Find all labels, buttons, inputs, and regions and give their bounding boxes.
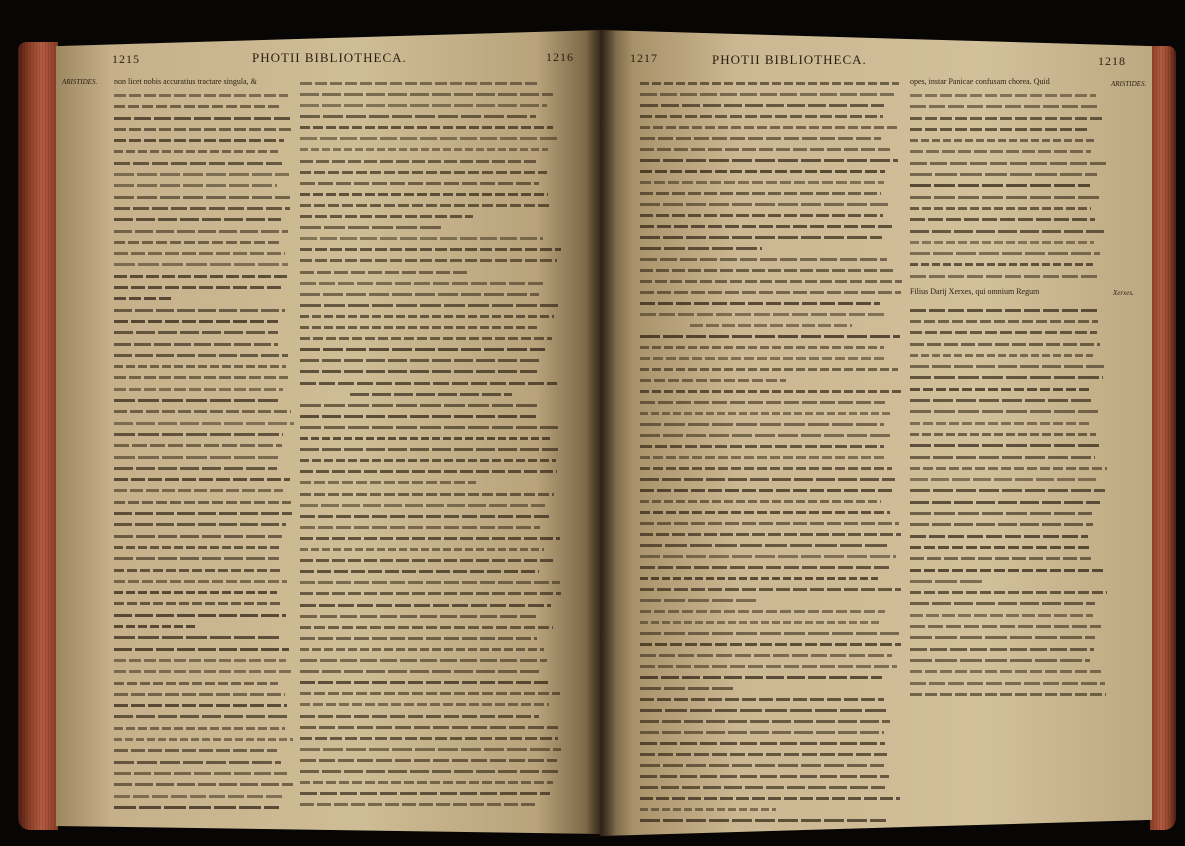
text-line [300,237,543,240]
text-line [910,422,1089,425]
text-line [910,388,1092,391]
left-page-number-inner: 1216 [546,50,574,64]
text-line [910,433,1096,436]
text-line [300,670,539,673]
text-line [640,555,896,558]
text-line [114,252,285,255]
text-line [114,557,279,560]
text-line [300,537,560,540]
text-line [640,170,885,173]
text-line [300,481,476,484]
text-line [640,588,901,591]
text-line [300,415,536,418]
text-line [640,676,882,679]
text-line [910,309,1097,312]
text-line [640,544,888,547]
text-line [640,621,880,624]
book-gutter [586,28,616,838]
text-line [640,467,892,470]
text-line [300,115,536,118]
text-line [910,128,1089,131]
text-line [910,489,1105,492]
text-line [114,162,284,165]
text-line [300,326,539,329]
text-line [910,648,1094,651]
text-line [114,648,289,651]
text-line [910,523,1093,526]
text-line [640,412,892,415]
text-line [114,512,292,515]
left-page-edge [18,42,58,830]
right-margin-label: ARISTIDES. [1111,80,1147,88]
text-line [300,82,537,85]
text-line [114,738,293,741]
text-line [640,720,890,723]
text-line [640,346,884,349]
right-latin-xerxes-line: Filius Darij Xerxes, qui omnium Regum [910,287,1040,296]
text-line [114,297,174,300]
text-line [640,104,884,107]
text-line [640,247,762,250]
text-line [910,365,1104,368]
text-line [910,105,1099,108]
text-line [640,753,887,756]
text-line [910,343,1100,346]
text-line [640,456,884,459]
text-line [114,320,278,323]
text-line [114,331,278,334]
text-line [640,610,885,613]
text-line [114,727,285,730]
text-line [300,726,558,729]
text-line [300,93,553,96]
text-line [300,282,543,285]
text-line [640,698,884,701]
text-line [640,126,899,129]
text-line [114,196,290,199]
text-line [114,489,283,492]
left-running-head: PHOTII BIBLIOTHECA. [252,50,407,65]
text-line [114,795,284,798]
text-line [300,604,551,607]
text-line [114,444,282,447]
text-line [640,511,890,514]
text-line [910,354,1093,357]
text-line [300,337,552,340]
text-line [300,659,547,662]
text-line [300,715,539,718]
text-line [114,478,290,481]
text-line [910,456,1095,459]
text-line [300,592,561,595]
text-line [114,749,277,752]
text-line [910,376,1103,379]
text-line [640,280,902,283]
text-line [300,370,537,373]
text-line [300,126,553,129]
text-line [114,230,288,233]
text-line [114,94,288,97]
text-line [300,171,547,174]
text-line [910,162,1106,165]
text-line [910,602,1095,605]
text-line [114,354,288,357]
text-line [910,252,1100,255]
text-line [910,501,1100,504]
text-line [114,535,282,538]
text-line [640,137,881,140]
left-latin-first-line: non licet nobis accuratius tractare singula, & [114,77,257,86]
text-line [640,335,900,338]
text-line [114,150,278,153]
text-line [300,271,470,274]
text-line [640,357,887,360]
text-line [910,241,1094,244]
right-page-number-outer: 1218 [1098,54,1126,68]
text-line [910,399,1093,402]
text-line [114,173,289,176]
text-line [910,467,1107,470]
text-line [640,115,883,118]
text-line [910,535,1088,538]
text-line [910,320,1098,323]
text-line [114,670,293,673]
text-line [640,478,895,481]
text-line [300,759,557,762]
text-line [300,148,548,151]
text-line [114,433,283,436]
text-line [640,368,898,371]
text-line [114,422,294,425]
text-line [910,614,1093,617]
text-line [114,501,291,504]
text-line [114,761,281,764]
text-line [640,93,894,96]
text-line [640,654,892,657]
text-line [114,105,280,108]
text-line [640,632,899,635]
text-line [300,182,539,185]
text-line [114,184,277,187]
text-line [640,302,880,305]
text-line [114,625,195,628]
text-line [640,797,900,800]
text-line [640,742,885,745]
text-line [114,410,291,413]
text-line [114,309,285,312]
text-line [910,94,1096,97]
text-line [640,159,898,162]
text-line [114,602,280,605]
text-line [114,783,293,786]
text-line [114,286,282,289]
text-line [114,241,280,244]
text-line [910,410,1098,413]
left-greek-column [300,78,562,814]
text-line [910,693,1106,696]
right-running-head: PHOTII BIBLIOTHECA. [712,52,867,67]
text-line [300,681,548,684]
text-line [910,150,1091,153]
text-line [300,315,554,318]
text-line [300,382,557,385]
text-line [640,775,889,778]
text-line [114,704,287,707]
text-line [300,615,536,618]
right-latin-first-line: opes, instar Panicae confusam chorea. Quid [910,77,1050,86]
text-line [640,687,736,690]
right-margin-note: Xerxes. [1113,289,1134,297]
text-line [910,444,1099,447]
text-line [114,365,286,368]
text-line [114,263,288,266]
text-line [300,259,557,262]
right-greek-column [640,78,902,824]
text-line [300,692,560,695]
text-line [910,557,1091,560]
text-line [300,559,554,562]
text-line [300,459,556,462]
text-line [640,731,884,734]
text-line [300,437,550,440]
text-line [300,204,550,207]
text-line [910,173,1097,176]
text-line [640,764,884,767]
text-line [114,772,287,775]
text-line [640,434,890,437]
text-line [114,636,279,639]
text-line [640,577,878,580]
text-line [300,448,558,451]
text-line [300,748,561,751]
text-line [640,379,786,382]
text-line [114,117,290,120]
text-line [640,489,892,492]
left-latin-column [114,90,294,806]
left-margin-label: ARISTIDES. [62,78,98,86]
text-line [300,404,537,407]
text-line [300,526,540,529]
text-line [114,456,278,459]
text-line [910,207,1091,210]
text-line [300,248,561,251]
text-line [640,522,899,525]
text-line [910,218,1095,221]
text-line [300,515,551,518]
text-line [640,82,899,85]
text-line [640,291,901,294]
text-line [910,591,1107,594]
text-line [910,670,1101,673]
text-line [114,614,286,617]
text-line [300,293,539,296]
text-line [300,160,536,163]
text-line [114,715,288,718]
text-line [640,819,886,822]
text-line [300,426,558,429]
text-line [114,343,278,346]
text-line [300,470,557,473]
text-line [910,682,1105,685]
text-line [300,703,549,706]
text-line [300,304,558,307]
text-line [114,693,285,696]
text-line [300,803,538,806]
text-line [300,193,548,196]
text-line [640,192,881,195]
text-line [690,324,852,327]
text-line [910,580,985,583]
text-line [114,546,281,549]
text-line [300,348,545,351]
text-line [640,181,884,184]
text-line [114,659,286,662]
text-line [114,591,277,594]
left-page-number-outer: 1215 [112,52,140,66]
text-line [300,626,553,629]
text-line [114,139,284,142]
text-line [640,258,887,261]
text-line [114,523,286,526]
text-line [114,128,293,131]
text-line [300,770,558,773]
text-line [300,104,547,107]
text-line [640,203,888,206]
right-page-edge [1150,46,1176,830]
text-line [640,423,884,426]
text-line [640,225,892,228]
text-line [300,226,444,229]
text-line [640,236,882,239]
text-line [910,184,1090,187]
text-line [910,139,1097,142]
text-line [300,215,473,218]
text-line [300,570,539,573]
text-line [910,331,1097,334]
text-line [910,275,1098,278]
text-line [114,388,283,391]
right-latin-column [910,90,1108,702]
text-line [910,230,1104,233]
text-line [910,636,1095,639]
text-line [640,709,886,712]
text-line [640,445,884,448]
text-line [640,390,901,393]
text-line [114,207,290,210]
text-line [114,806,279,809]
text-line [300,637,537,640]
text-line [300,792,550,795]
text-line [114,399,278,402]
text-line [300,581,560,584]
text-line [114,569,280,572]
text-line [640,599,756,602]
text-line [640,566,891,569]
text-line [640,643,901,646]
text-line [640,786,885,789]
text-line [350,393,512,396]
text-line [300,504,545,507]
text-line [910,546,1090,549]
text-line [640,533,901,536]
text-line [910,478,1099,481]
text-line [114,218,281,221]
text-line [640,214,883,217]
text-line [910,659,1090,662]
text-line [640,808,776,811]
text-line [640,313,885,316]
text-line [910,625,1101,628]
text-line [300,137,560,140]
text-line [640,148,890,151]
text-line [910,512,1092,515]
text-line [300,548,544,551]
text-line [114,275,289,278]
text-line [114,682,278,685]
text-line [640,269,894,272]
text-line [114,467,277,470]
text-line [300,359,542,362]
text-line [640,665,897,668]
text-line [910,117,1104,120]
right-page-number-inner: 1217 [630,51,658,65]
text-line [640,401,885,404]
text-line [910,569,1104,572]
text-line [114,376,288,379]
text-line [300,737,558,740]
text-line [910,196,1100,199]
text-line [114,580,287,583]
text-line [300,781,553,784]
text-line [300,648,544,651]
text-line [910,263,1093,266]
text-line [300,493,554,496]
text-line [640,500,881,503]
